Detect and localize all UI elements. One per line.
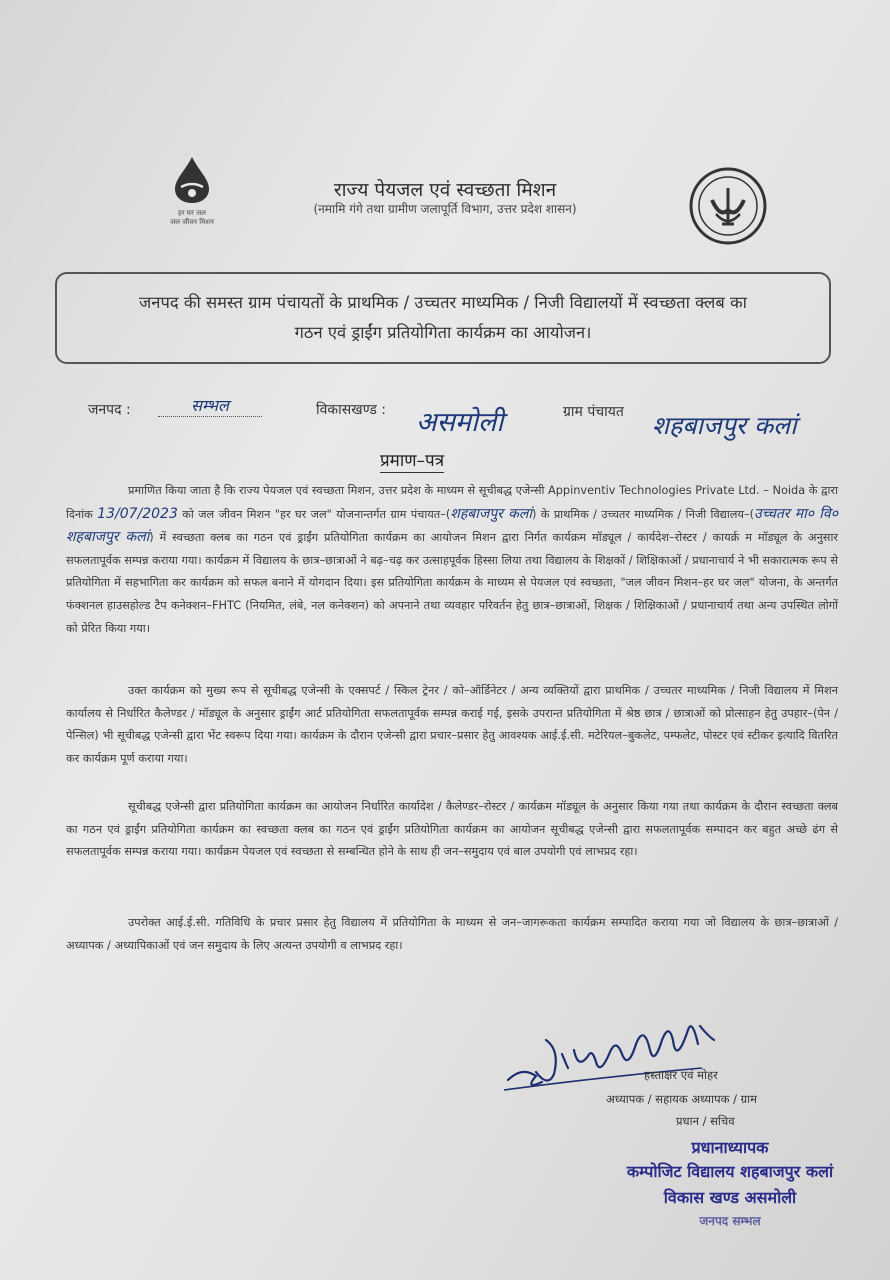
logo-tagline-1: हर घर जल [178,209,206,217]
banner-line-2: गठन एवं ड्राईंग प्रतियोगिता कार्यक्रम का आयोजन। [294,323,592,342]
para2-text: उक्त कार्यक्रम को मुख्य रूप से सूचीबद्ध एजेन्सी के एक्सपर्ट / स्किल ट्रेनर / को–ऑर्डिनेटर / अन्य व्यक्तियों द्वारा प्राथमिक / उच्चतर माध्यमिक / निजी विद्यालय में मिशन कार्यालय से निर्धारित कैलेण्डर / मॉड्यूल के अनुसार ड्राईंग आर्ट प्रतियोगिता सफलतापूर्वक सम्पन्न कराई गई, इसके उपरान्त प्रतियोगिता में श्रेष्ठ छात्र / छात्राओं को प्रोत्साहन हेतु उपहार–(पेन / पेन्सिल) भी सूचीबद्ध एजेन्सी द्वारा भेंट स्वरूप दिया गया। कार्यक्रम के दौरान एजेन्सी द्वारा प्रचार–प्रसार हेतु आवश्यक आई.ई.सी. मटेरियल–बुकलेट, पम्फलेट, पोस्टर एवं स्टीकर इत्यादि वितरित कर कार्यक्रम पूर्ण कराया गया। [66,684,838,765]
stamp-line-2: कम्पोजिट विद्यालय शहबाजपुर कलां [626,1162,834,1181]
gram-panchayat-name: शहबाजपुर कलां [450,505,533,522]
emblem-icon [688,166,768,246]
para1-text-3: ) के प्राथमिक / उच्चतर माध्यमिक / निजी विद्यालय–( [532,507,755,521]
handwritten-signature [502,1010,742,1100]
signature-designation-2: प्रधान / सचिव [676,1114,735,1128]
para4-text: उपरोक्त आई.ई.सी. गतिविधि के प्रचार प्रसार हेतु विद्यालय में प्रतियोगिता के माध्यम से जन–जागरूकता कार्यक्रम सम्पादित कराया गया जो विद्यालय के छात्र–छात्राओं / अध्यापक / अध्यापिकाओं एवं जन समुदाय के लिए अत्यन्त उपयोगी व लाभप्रद रहा। [66,916,838,952]
block-label: विकासखण्ड : [316,402,387,418]
gram-panchayat-value: शहबाजपुर कलां [652,411,797,440]
para1-text-2: को जल जीवन मिशन "हर घर जल" योजनान्तर्गत ग्राम पंचायत–( [182,507,451,521]
certificate-paragraph-3 [66,796,838,864]
stamp-line-3: विकास खण्ड असमोली [663,1188,797,1207]
signature-icon [502,1010,742,1100]
page-subtitle: (नमामि गंगे तथा ग्रामीण जलापूर्ति विभाग, उत्तर प्रदेश शासन) [313,202,577,216]
para1-text-4: ) में स्वच्छता क्लब का गठन एवं ड्राईंग प्रतियोगिता कार्यक्रम का आयोजन मिशन द्वारा निर्गत कार्यक्रम मॉड्यूल / कार्यदेश–रोस्टर / कायर्क्र म मॉड्यूल के अनुसार सफलतापूर्वक सम्पन्न कराया गया। कार्यक्रम में विद्यालय के छात्र–छात्राओं ने बढ़–चढ़ कर उत्साहपूर्वक हिस्सा लिया तथा विद्यालय के शिक्षकों / शिक्षिकाओं / प्रधानाचार्य ने भी सकारात्मक रूप से प्रतियोगिता में सहभागिता कर कार्यक्रम को सफल बनाने में योगदान दिया। इस प्रतियोगिता कार्यक्रम के माध्यम से पेयजल एवं स्वच्छता, "जल जीवन मिशन–हर घर जल" योजना, के अन्तर्गत फंक्शनल हाउसहोल्ड टैप कनेक्शन–FHTC (नियमित, लंबे, नल कनेक्शन) को अपनाने तथा व्यवहार परिवर्तन हेतु छात्र–छात्राओं, शिक्षक / शिक्षिकाओं / प्रधानाचार्य तथा अन्य उपस्थित लोगों को प्रेरित किया गया। [66,531,838,635]
certificate-title: प्रमाण–पत्र [380,448,444,473]
page-title: राज्य पेयजल एवं स्वच्छता मिशन [333,179,557,201]
stamp-line-1: प्रधानाध्यापक [691,1138,769,1157]
up-govt-emblem [688,166,768,246]
signature-label: हस्ताक्षर एवं मोहर [644,1068,718,1082]
certificate-paragraph-2 [66,680,838,770]
program-banner [55,272,831,364]
program-date: 13/07/2023 [97,505,178,522]
para3-text: सूचीबद्ध एजेन्सी द्वारा प्रतियोगिता कार्यक्रम का आयोजन निर्धारित कार्यादेश / कैलेण्डर–रोस्टर / कार्यक्रम मॉड्यूल के अनुसार किया गया तथा कार्यक्रम के दौरान स्वच्छता क्लब का गठन एवं ड्राईंग प्रतियोगिता कार्यक्रम का स्वच्छता क्लब का गठन एवं ड्राईंग प्रतियोगिता कार्यक्रम का आयोजन सूचीबद्ध एजेन्सी द्वारा सफलतापूर्वक सम्पादन कर बहुत अच्छे ढंग से सफलतापूर्वक सम्पन्न कराया गया। कार्यक्रम पेयजल एवं स्वच्छता से सम्बन्धित होने के साथ ही जन–समुदाय एवं बाल उपयोगी एवं लाभप्रद रहा। [66,800,838,859]
para1-text-1: प्रमाणित किया जाता है कि राज्य पेयजल एवं स्वच्छता मिशन, उत्तर प्रदेश के माध्यम से सूचीबद्ध एजेन्सी Appinventiv Technologies Private Ltd. – Noida के द्वारा दिनांक [66,484,838,521]
gram-panchayat-label: ग्राम पंचायत [563,404,624,420]
banner-line-1: जनपद की समस्त ग्राम पंचायतों के प्राथमिक / उच्चतर माध्यमिक / निजी विद्यालयों में स्वच्छता क्लब का [139,293,747,312]
logo-tagline-2: जल जीवन मिशन [170,218,214,226]
certificate-paragraph-1 [66,480,838,640]
district-label: जनपद : [88,402,131,418]
certificate-paragraph-4 [66,912,838,957]
block-value: असमोली [416,407,504,438]
signature-designation-1: अध्यापक / सहायक अध्यापक / ग्राम [606,1092,757,1106]
school-name: उच्चतर मा० वि० शहबाजपुर कलां [66,505,838,546]
stamp-line-4: जनपद सम्भल [699,1214,761,1228]
district-value: सम्भल [158,394,262,417]
